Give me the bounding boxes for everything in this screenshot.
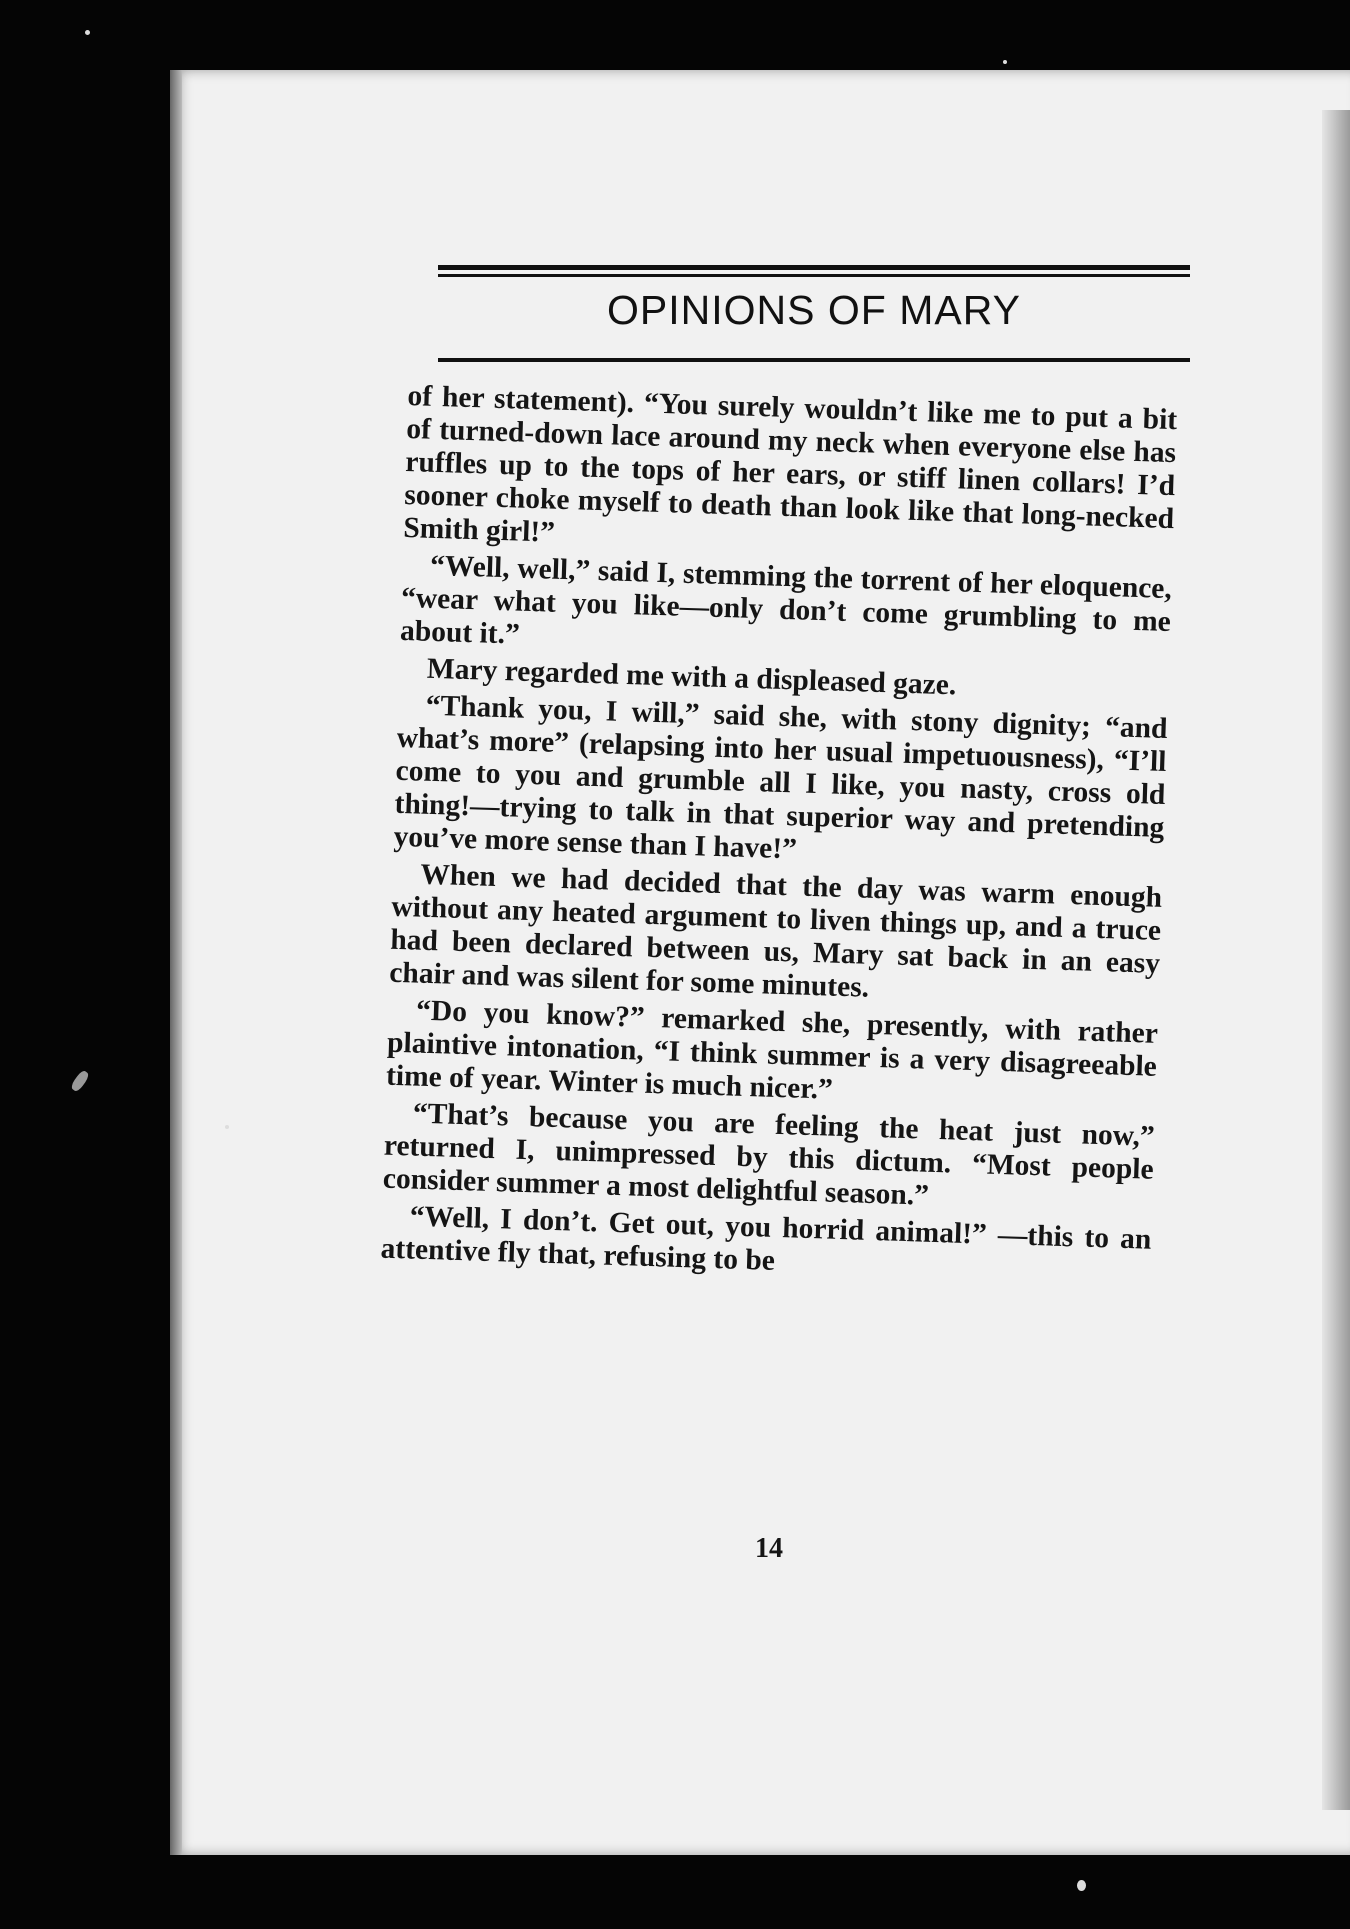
header-rule-second: [438, 274, 1190, 277]
paragraph: “Thank you, I will,” said she, with stony dignity; “and what’s more” (relapsing into her usual impetuousness), “I’ll come to you and grumble all I like, you nasty, cross old thing!—trying to talk in that superior way and pretending you’ve more sense than I have!”: [393, 689, 1168, 866]
paragraph: of her statement). “You surely wouldn’t like me to put a bit of turned-down lace around my neck when everyone else has ruffles up to the tops of her ears, or stiff linen collars! I’d sooner choke myself to death than look like that long-necked Smith girl!”: [402, 380, 1178, 549]
dust-speck: [1077, 1880, 1086, 1891]
dust-speck: [1003, 60, 1007, 64]
page-gutter-edge: [170, 70, 182, 1855]
dust-speck: [70, 1069, 91, 1093]
header-double-rule: [438, 265, 1190, 277]
paragraph: “That’s because you are feeling the heat just now,” returned I, unimpressed by this dictum. “Most people consider summer a most delightful season.”: [382, 1097, 1156, 1212]
dust-speck: [85, 30, 90, 35]
body-text: [380, 380, 1178, 1294]
paragraph: Mary regarded me with a displeased gaze.: [426, 652, 957, 702]
paragraph: “Well, I don’t. Get out, you horrid animal!” —this to an attentive fly that, refusing to be: [380, 1200, 1152, 1277]
dust-speck: [225, 1125, 229, 1129]
book-page: [170, 70, 1350, 1855]
paragraph: “Well, well,” said I, stemming the torrent of her eloquence, “wear what you like—only don’t come grumbling to me about it.”: [399, 549, 1173, 651]
paragraph: “Do you know?” remarked she, presently, with rather plaintive intonation, “I think summer is a very disagreeable time of year. Winter is much nicer.”: [385, 994, 1159, 1106]
header-underline-rule: [438, 358, 1190, 362]
running-head: OPINIONS OF MARY: [607, 287, 1021, 333]
page-fore-edge: [1322, 110, 1350, 1810]
header-rule-top: [438, 265, 1190, 270]
page-number: 14: [755, 1533, 783, 1564]
paragraph: When we had decided that the day was warm enough without any heated argument to liven things up, and a truce had been declared between us, Mary sat back in an easy chair and was silent for some minutes.: [388, 858, 1163, 1004]
